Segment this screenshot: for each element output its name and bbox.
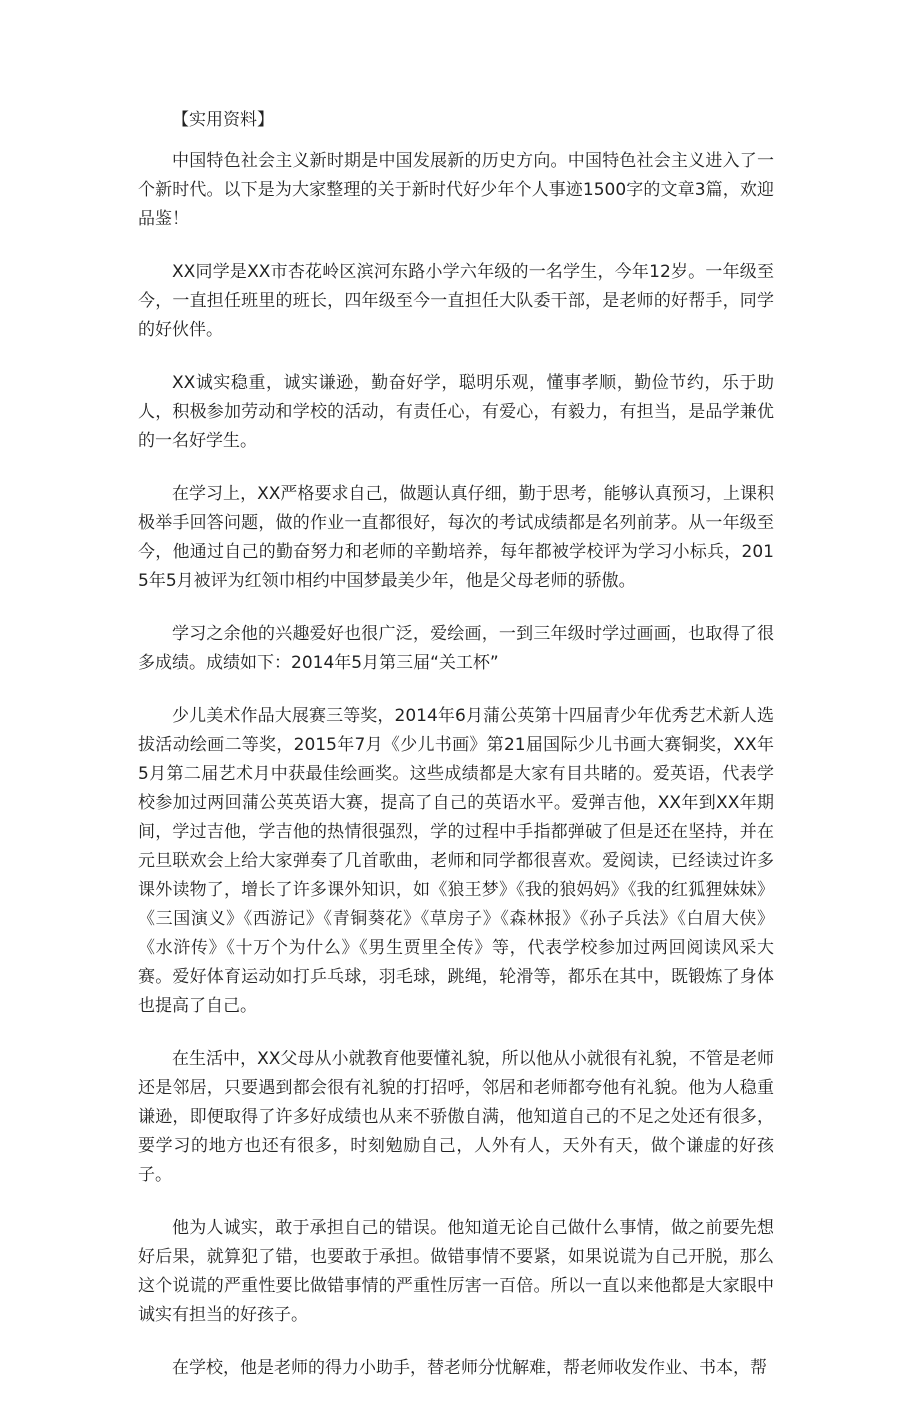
paragraph-intro: 中国特色社会主义新时期是中国发展新的历史方向。中国特色社会主义进入了一个新时代。以下是为大家整理的关于新时代好少年个人事迹1500字的文章3篇，欢迎品鉴！ (138, 151, 774, 229)
paragraph-achievements: 少儿美术作品大展赛三等奖，2014年6月蒲公英第十四届青少年优秀艺术新人选拔活动绘画二等奖，2015年7月《少儿书画》第21届国际少儿书画大赛铜奖，XX年5月第二届艺术月中获最佳绘画奖。这些成绩都是大家有目共睹的。爱英语，代表学校参加过两回蒲公英英语大赛，提高了自己的英语水平。爱弹吉他，XX年到XX年期间，学过吉他，学吉他的热情很强烈，学的过程中手指都弹破了但是还在坚持，并在元旦联欢会上给大家弹奏了几首歌曲，老师和同学都很喜欢。爱阅读，已经读过许多课外读物了，增长了许多课外知识，如《狼王梦》《我的狼妈妈》《我的红狐狸妹妹》《三国演义》《西游记》《青铜葵花》《草房子》《森林报》《孙子兵法》《白眉大侠》《水浒传》《十万个为什么》《男生贾里全传》等，代表学校参加过两回阅读风采大赛。爱好体育运动如打乒乓球，羽毛球，跳绳，轮滑等，都乐在其中，既锻炼了身体也提高了自己。 (138, 706, 774, 1016)
paragraph-character: XX诚实稳重，诚实谦逊，勤奋好学，聪明乐观，懂事孝顺，勤俭节约，乐于助人，积极参加劳动和学校的活动，有责任心，有爱心，有毅力，有担当，是品学兼优的一名好学生。 (138, 373, 774, 451)
paragraph-school: 在学校，他是老师的得力小助手，替老师分忧解难，帮老师收发作业、书本，帮 (172, 1358, 767, 1378)
paragraph-student-info: XX同学是XX市杏花岭区滨河东路小学六年级的一名学生，今年12岁。一年级至今，一直担任班里的班长，四年级至今一直担任大队委干部，是老师的好帮手，同学的好伙伴。 (138, 262, 774, 340)
paragraph-hobbies: 学习之余他的兴趣爱好也很广泛，爱绘画，一到三年级时学过画画，也取得了很多成绩。成绩如下：2014年5月第三届“关工杯” (138, 624, 774, 673)
document-tag: 【实用资料】 (172, 110, 274, 130)
document-body (138, 106, 774, 1407)
paragraph-honesty: 他为人诚实，敢于承担自己的错误。他知道无论自己做什么事情，做之前要先想好后果，就算犯了错，也要敢于承担。做错事情不要紧，如果说谎为自己开脱，那么这个说谎的严重性要比做错事情的严重性厉害一百倍。所以一直以来他都是大家眼中诚实有担当的好孩子。 (138, 1218, 774, 1325)
paragraph-study: 在学习上，XX严格要求自己，做题认真仔细，勤于思考，能够认真预习，上课积极举手回答问题，做的作业一直都很好，每次的考试成绩都是名列前茅。从一年级至今，他通过自己的勤奋努力和老师的辛勤培养，每年都被学校评为学习小标兵，2015年5月被评为红领巾相约中国梦最美少年，他是父母老师的骄傲。 (138, 484, 774, 591)
paragraph-life: 在生活中，XX父母从小就教育他要懂礼貌，所以他从小就很有礼貌，不管是老师还是邻居，只要遇到都会很有礼貌的打招呼，邻居和老师都夸他有礼貌。他为人稳重谦逊，即便取得了许多好成绩也从来不骄傲自满，他知道自己的不足之处还有很多，要学习的地方也还有很多，时刻勉励自己，人外有人，天外有天，做个谦虚的好孩子。 (138, 1049, 774, 1185)
